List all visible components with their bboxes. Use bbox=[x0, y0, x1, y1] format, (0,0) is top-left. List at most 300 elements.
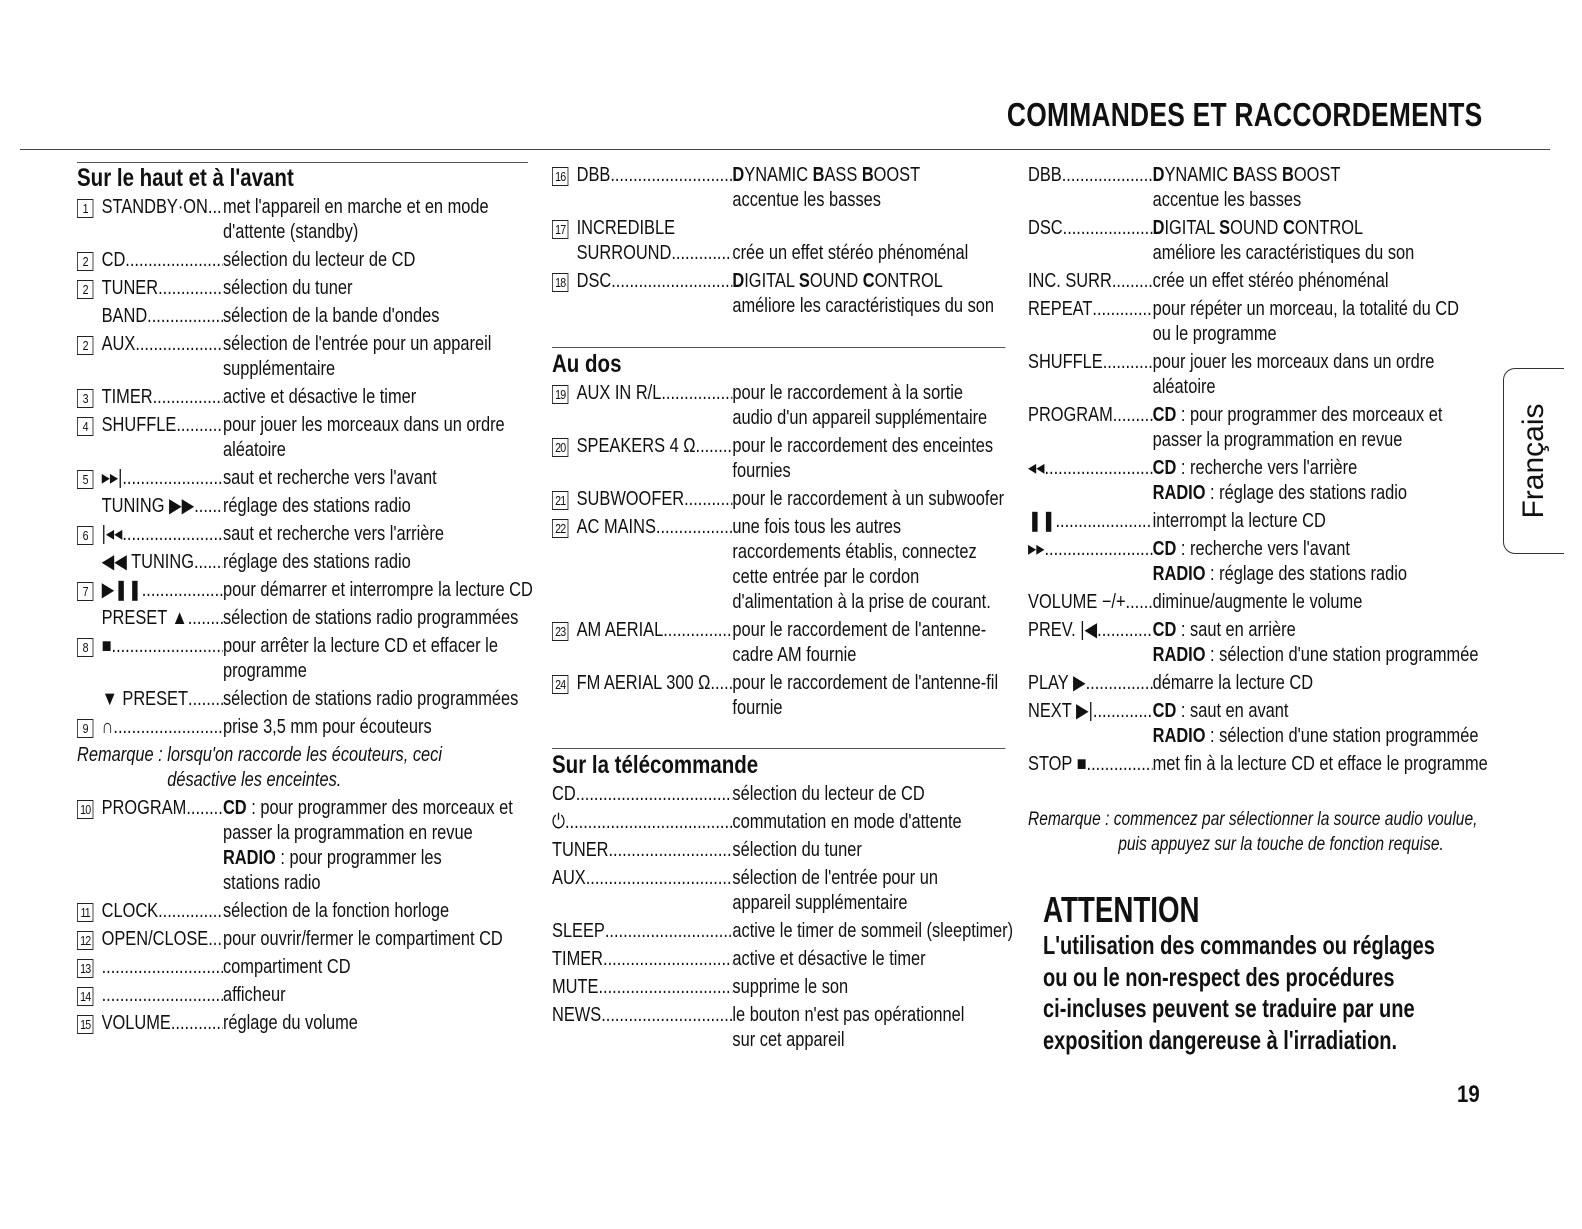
description-line bbox=[732, 1028, 1011, 1053]
description-text: aléatoire bbox=[222, 439, 286, 461]
item-number bbox=[77, 385, 102, 410]
control-key bbox=[577, 618, 733, 668]
leader-dots bbox=[142, 578, 223, 603]
description-line bbox=[223, 899, 536, 924]
leader-dots bbox=[1055, 509, 1152, 534]
control-entry bbox=[1028, 671, 1495, 696]
control-entry bbox=[552, 216, 1011, 241]
description-text: raccordements établis, connectez bbox=[732, 541, 977, 563]
description-text: améliore les caractéristiques du son bbox=[732, 295, 995, 317]
number-box: 20 bbox=[552, 438, 568, 457]
control-description bbox=[732, 838, 1011, 863]
control-key bbox=[102, 796, 223, 896]
leader-dots bbox=[586, 866, 733, 916]
description-text: ASS bbox=[824, 164, 862, 186]
description-line bbox=[732, 947, 1011, 972]
control-entry bbox=[1028, 752, 1495, 777]
control-key bbox=[1028, 671, 1153, 696]
number-box: 3 bbox=[77, 389, 93, 408]
control-key bbox=[102, 578, 223, 603]
control-key bbox=[102, 413, 223, 463]
control-entry bbox=[552, 434, 1011, 484]
description-line bbox=[223, 357, 536, 382]
item-number bbox=[77, 796, 102, 896]
leader-dots bbox=[158, 899, 223, 924]
control-description bbox=[732, 381, 1011, 431]
control-description bbox=[1153, 752, 1496, 777]
section-heading: Au dos bbox=[552, 350, 622, 378]
control-key bbox=[552, 810, 732, 835]
description-line bbox=[223, 385, 536, 410]
leader-dots bbox=[610, 163, 732, 213]
number-box: 1 bbox=[77, 199, 93, 218]
description-text: réglage des stations radio bbox=[222, 495, 411, 517]
item-number bbox=[552, 163, 577, 213]
description-line bbox=[732, 919, 1013, 944]
leader-dots bbox=[1126, 590, 1153, 615]
description-line bbox=[223, 220, 536, 245]
description-text: sélection de stations radio programmées bbox=[222, 607, 519, 629]
description-text: met fin à la lecture CD et efface le programme bbox=[1152, 753, 1488, 775]
leader-dots bbox=[656, 515, 733, 615]
description-line bbox=[732, 866, 1011, 891]
control-entry bbox=[1028, 618, 1495, 668]
attention-title: ATTENTION bbox=[1043, 889, 1200, 930]
description-text: OOST bbox=[1293, 164, 1341, 186]
control-name: SPEAKERS 4 Ω bbox=[576, 435, 696, 457]
control-entry bbox=[1028, 269, 1495, 294]
control-name: SUBWOOFER bbox=[576, 488, 685, 510]
description-line bbox=[223, 955, 536, 980]
control-name: ◀◀ TUNING bbox=[101, 551, 194, 573]
description-text: cadre AM fournie bbox=[732, 644, 857, 666]
control-entry bbox=[552, 241, 1011, 266]
control-description bbox=[1153, 509, 1496, 534]
description-text: pour le raccordement des enceintes bbox=[732, 435, 994, 457]
control-name: SHUFFLE bbox=[1028, 351, 1103, 373]
description-bold: CD bbox=[1152, 700, 1177, 722]
item-number bbox=[77, 899, 102, 924]
control-key bbox=[1028, 699, 1153, 749]
control-description bbox=[223, 955, 536, 980]
leader-dots bbox=[1093, 699, 1153, 749]
control-key bbox=[102, 983, 223, 1008]
leader-dots bbox=[1097, 618, 1152, 668]
description-text: sélection de stations radio programmées bbox=[222, 688, 519, 710]
control-entry bbox=[77, 927, 536, 952]
control-key bbox=[102, 494, 223, 519]
leader-dots bbox=[1113, 403, 1153, 453]
control-entry bbox=[1028, 216, 1495, 266]
control-description bbox=[732, 671, 1011, 721]
control-entry bbox=[1028, 590, 1495, 615]
number-box: 14 bbox=[77, 987, 93, 1006]
description-text: sélection du lecteur de CD bbox=[222, 249, 416, 271]
description-line bbox=[1153, 643, 1496, 668]
description-bold: C bbox=[1282, 217, 1295, 239]
description-text: améliore les caractéristiques du son bbox=[1152, 242, 1415, 264]
control-list bbox=[552, 381, 1011, 721]
leader-dots bbox=[671, 241, 732, 266]
control-description bbox=[1153, 671, 1496, 696]
description-line bbox=[732, 838, 1011, 863]
section-middle-top bbox=[552, 163, 1011, 319]
description-bold: CD bbox=[222, 797, 247, 819]
description-text: : pour programmer les bbox=[275, 847, 442, 869]
control-entry bbox=[77, 687, 536, 712]
control-name: CD bbox=[101, 249, 126, 271]
control-description bbox=[223, 332, 536, 382]
control-name: CLOCK bbox=[101, 900, 159, 922]
description-line bbox=[1153, 699, 1496, 724]
control-key bbox=[552, 782, 732, 807]
control-description bbox=[1153, 269, 1496, 294]
control-entry bbox=[77, 466, 536, 491]
control-name: TUNING ▶▶ bbox=[101, 495, 195, 517]
item-number bbox=[77, 522, 102, 547]
description-line bbox=[732, 188, 1011, 213]
control-name: STANDBY·ON bbox=[101, 196, 208, 218]
control-name: ■ bbox=[101, 635, 112, 657]
leader-dots bbox=[663, 618, 732, 668]
number-box: 17 bbox=[552, 220, 568, 239]
control-list bbox=[77, 195, 536, 1036]
description-text: sélection de l'entrée pour un bbox=[732, 867, 938, 889]
description-text: accentue les basses bbox=[1152, 189, 1302, 211]
description-text: stations radio bbox=[222, 872, 321, 894]
number-box: 2 bbox=[77, 336, 93, 355]
control-entry bbox=[77, 494, 536, 519]
description-line bbox=[1153, 350, 1496, 375]
description-text: pour le raccordement de l'antenne-fil bbox=[732, 672, 999, 694]
description-text: ONTROL bbox=[1294, 217, 1364, 239]
control-name: TIMER bbox=[552, 948, 604, 970]
number-box: 10 bbox=[77, 800, 93, 819]
description-text: IGITAL bbox=[1164, 217, 1220, 239]
description-text: sélection du tuner bbox=[222, 277, 353, 299]
description-text: pour jouer les morceaux dans un ordre bbox=[1152, 351, 1435, 373]
control-key bbox=[1028, 537, 1153, 587]
control-name: DSC bbox=[576, 270, 612, 292]
control-entry bbox=[552, 618, 1011, 668]
control-name: VOLUME bbox=[101, 1012, 171, 1034]
description-line bbox=[223, 304, 536, 329]
description-text: pour le raccordement à la sortie bbox=[732, 382, 964, 404]
control-key bbox=[577, 269, 733, 319]
item-number bbox=[77, 687, 102, 712]
description-text: pour le raccordement de l'antenne- bbox=[732, 619, 987, 641]
description-line bbox=[223, 248, 536, 273]
control-name: PRESET ▲ bbox=[101, 607, 188, 629]
control-key bbox=[577, 381, 733, 431]
control-name: INCREDIBLE bbox=[576, 217, 676, 239]
control-key bbox=[552, 866, 732, 916]
control-name: STOP ■ bbox=[1028, 753, 1087, 775]
description-bold: RADIO bbox=[1152, 644, 1206, 666]
control-description bbox=[223, 494, 536, 519]
number-box: 8 bbox=[77, 638, 93, 657]
description-text: supprime le son bbox=[732, 976, 849, 998]
control-entry bbox=[552, 515, 1011, 615]
description-text: afficheur bbox=[222, 984, 286, 1006]
leader-dots bbox=[135, 332, 223, 382]
description-text: : recherche vers l'arrière bbox=[1176, 457, 1358, 479]
control-description bbox=[732, 487, 1011, 512]
control-key bbox=[102, 1011, 223, 1036]
description-line bbox=[1153, 403, 1496, 428]
number-box: 12 bbox=[77, 931, 93, 950]
control-list bbox=[552, 782, 1014, 1053]
description-line bbox=[732, 216, 1011, 241]
control-key bbox=[102, 634, 223, 684]
description-text: saut et recherche vers l'arrière bbox=[222, 523, 444, 545]
description-bold: CD bbox=[1152, 457, 1177, 479]
description-text: YNAMIC bbox=[1164, 164, 1233, 186]
control-entry bbox=[1028, 403, 1495, 453]
number-box: 4 bbox=[77, 417, 93, 436]
control-entry bbox=[552, 866, 1011, 916]
control-key bbox=[1028, 350, 1153, 400]
control-name: MUTE bbox=[552, 976, 599, 998]
section-remote bbox=[552, 748, 1014, 1053]
control-description bbox=[732, 975, 1011, 1000]
description-line bbox=[223, 659, 536, 684]
leader-dots bbox=[186, 796, 223, 896]
control-key bbox=[102, 522, 223, 547]
control-entry bbox=[1028, 456, 1495, 506]
control-key bbox=[102, 899, 223, 924]
description-text: : saut en arrière bbox=[1176, 619, 1296, 641]
leader-dots bbox=[1044, 537, 1152, 587]
description-text: appareil supplémentaire bbox=[732, 892, 908, 914]
item-number bbox=[77, 413, 102, 463]
description-line bbox=[223, 413, 536, 438]
control-name: SHUFFLE bbox=[101, 414, 177, 436]
description-line bbox=[223, 634, 536, 659]
item-number bbox=[77, 715, 102, 740]
description-line bbox=[1153, 671, 1496, 696]
item-number bbox=[552, 381, 577, 431]
number-box: 18 bbox=[552, 273, 568, 292]
item-number bbox=[552, 515, 577, 615]
control-description bbox=[223, 248, 536, 273]
number-box: 5 bbox=[77, 470, 93, 489]
item-number bbox=[552, 434, 577, 484]
number-box: 16 bbox=[552, 167, 568, 186]
description-line bbox=[223, 276, 536, 301]
attention-line: L'utilisation des commandes ou réglages bbox=[1043, 930, 1435, 960]
attention-line: ci-incluses peuvent se traduire par une bbox=[1043, 993, 1415, 1023]
description-text: d'attente (standby) bbox=[222, 221, 359, 243]
description-line bbox=[732, 975, 1011, 1000]
control-entry bbox=[77, 413, 536, 463]
description-text: sélection du lecteur de CD bbox=[732, 783, 925, 805]
description-line bbox=[223, 522, 536, 547]
control-entry bbox=[552, 487, 1011, 512]
leader-dots bbox=[208, 195, 223, 245]
leader-dots bbox=[208, 927, 223, 952]
section-back bbox=[552, 347, 1011, 721]
description-line bbox=[732, 269, 1011, 294]
control-description bbox=[732, 782, 1011, 807]
control-entry bbox=[77, 715, 536, 740]
control-entry bbox=[77, 385, 536, 410]
description-text: ONTROL bbox=[874, 270, 943, 292]
control-description bbox=[732, 1003, 1011, 1053]
leader-dots bbox=[1087, 752, 1153, 777]
control-description bbox=[223, 796, 536, 896]
description-text: sélection de l'entrée pour un appareil bbox=[222, 333, 492, 355]
leader-dots bbox=[601, 1003, 732, 1053]
description-line bbox=[732, 515, 1011, 540]
control-name: TIMER bbox=[101, 386, 153, 408]
description-line bbox=[732, 1003, 1011, 1028]
item-number bbox=[77, 550, 102, 575]
leader-dots bbox=[102, 983, 223, 1008]
leader-dots bbox=[188, 606, 223, 631]
item-number bbox=[77, 304, 102, 329]
control-entry bbox=[1028, 537, 1495, 587]
description-line bbox=[223, 578, 536, 603]
control-name: ▸▸ bbox=[1028, 538, 1045, 560]
description-text: YNAMIC bbox=[744, 164, 813, 186]
leader-dots bbox=[153, 385, 223, 410]
description-text: fournie bbox=[732, 697, 783, 719]
remark-note bbox=[77, 743, 536, 793]
description-line bbox=[223, 715, 536, 740]
description-text: : pour programmer des morceaux et bbox=[1176, 404, 1443, 426]
control-description bbox=[1153, 350, 1496, 400]
control-entry bbox=[77, 1011, 536, 1036]
number-box: 13 bbox=[77, 959, 93, 978]
control-name: ◂◂ bbox=[1028, 457, 1045, 479]
leader-dots bbox=[684, 487, 732, 512]
control-entry bbox=[552, 838, 1011, 863]
section-heading: Sur le haut et à l'avant bbox=[77, 164, 294, 192]
control-name: AUX IN R/L bbox=[576, 382, 662, 404]
description-line bbox=[1153, 509, 1496, 534]
description-text: IGITAL bbox=[744, 270, 799, 292]
attention-warning bbox=[1043, 890, 1435, 1056]
control-entry bbox=[1028, 699, 1495, 749]
item-number bbox=[77, 494, 102, 519]
control-description bbox=[1153, 163, 1496, 213]
leader-dots bbox=[603, 947, 732, 972]
control-key bbox=[577, 487, 733, 512]
description-line bbox=[223, 846, 536, 871]
control-name: INC. SURR. bbox=[1028, 270, 1117, 292]
title-divider bbox=[20, 149, 1550, 150]
leader-dots bbox=[147, 304, 223, 329]
control-name: AUX bbox=[552, 867, 586, 889]
leader-dots bbox=[1116, 269, 1152, 294]
control-description bbox=[223, 1011, 536, 1036]
control-name: DSC bbox=[1028, 217, 1063, 239]
control-key bbox=[1028, 269, 1153, 294]
description-line bbox=[223, 1011, 536, 1036]
leader-dots bbox=[102, 955, 223, 980]
control-description bbox=[223, 385, 536, 410]
description-text: : pour programmer des morceaux et bbox=[246, 797, 513, 819]
control-list bbox=[1028, 163, 1495, 777]
leader-dots bbox=[122, 466, 223, 491]
page-number: 19 bbox=[1457, 1081, 1480, 1108]
description-line bbox=[223, 466, 536, 491]
remark-line: Remarque : commencez par sélectionner la source audio voulue, bbox=[1028, 809, 1478, 830]
description-line bbox=[732, 241, 1011, 266]
item-number bbox=[77, 578, 102, 603]
description-line bbox=[1153, 216, 1496, 241]
control-key bbox=[552, 919, 732, 944]
remark-line: puis appuyez sur la touche de fonction requise. bbox=[1118, 834, 1444, 855]
control-description bbox=[223, 522, 536, 547]
control-entry bbox=[77, 955, 536, 980]
description-line bbox=[1153, 752, 1496, 777]
description-text: passer la programmation en revue bbox=[222, 822, 473, 844]
leader-dots bbox=[710, 671, 732, 721]
control-entry bbox=[552, 381, 1011, 431]
control-description bbox=[223, 550, 536, 575]
item-number bbox=[77, 1011, 102, 1036]
control-description bbox=[1153, 590, 1496, 615]
control-name: ▶❚❚ bbox=[101, 579, 142, 601]
control-description bbox=[223, 276, 536, 301]
description-line bbox=[1153, 375, 1496, 400]
description-text: diminue/augmente le volume bbox=[1152, 591, 1363, 613]
description-line bbox=[1153, 269, 1496, 294]
control-key bbox=[577, 241, 733, 266]
item-number bbox=[77, 955, 102, 980]
leader-dots bbox=[565, 810, 732, 835]
description-text: démarre la lecture CD bbox=[1152, 672, 1314, 694]
control-description bbox=[223, 304, 536, 329]
control-entry bbox=[552, 947, 1011, 972]
leader-dots bbox=[194, 494, 223, 519]
control-key bbox=[1028, 618, 1153, 668]
description-line bbox=[1153, 724, 1496, 749]
control-key bbox=[1028, 509, 1153, 534]
control-key bbox=[102, 715, 223, 740]
description-line bbox=[223, 606, 536, 631]
item-number bbox=[77, 634, 102, 684]
control-name: ❚❚ bbox=[1028, 510, 1056, 532]
control-description bbox=[223, 634, 536, 684]
control-description bbox=[732, 434, 1011, 484]
control-key bbox=[1028, 456, 1153, 506]
control-entry bbox=[552, 919, 1014, 944]
description-line bbox=[732, 487, 1011, 512]
control-key bbox=[577, 671, 733, 721]
section-top-front bbox=[77, 166, 536, 1036]
control-description bbox=[1153, 537, 1496, 587]
control-key bbox=[1028, 216, 1153, 266]
control-name: BAND bbox=[101, 305, 148, 327]
leader-dots bbox=[1092, 297, 1152, 347]
control-name: FM AERIAL 300 Ω bbox=[576, 672, 711, 694]
leader-dots bbox=[605, 919, 733, 944]
description-text: active le timer de sommeil (sleeptimer) bbox=[732, 920, 1014, 942]
control-key bbox=[1028, 590, 1153, 615]
leader-dots bbox=[112, 634, 223, 684]
description-bold: CD bbox=[1152, 619, 1177, 641]
control-name: PROGRAM bbox=[1028, 404, 1113, 426]
control-description bbox=[223, 606, 536, 631]
section-remote-right bbox=[1028, 163, 1495, 857]
control-name: NEWS bbox=[552, 1004, 602, 1026]
control-description bbox=[732, 919, 1013, 944]
control-description bbox=[223, 715, 536, 740]
leader-dots bbox=[611, 269, 732, 319]
